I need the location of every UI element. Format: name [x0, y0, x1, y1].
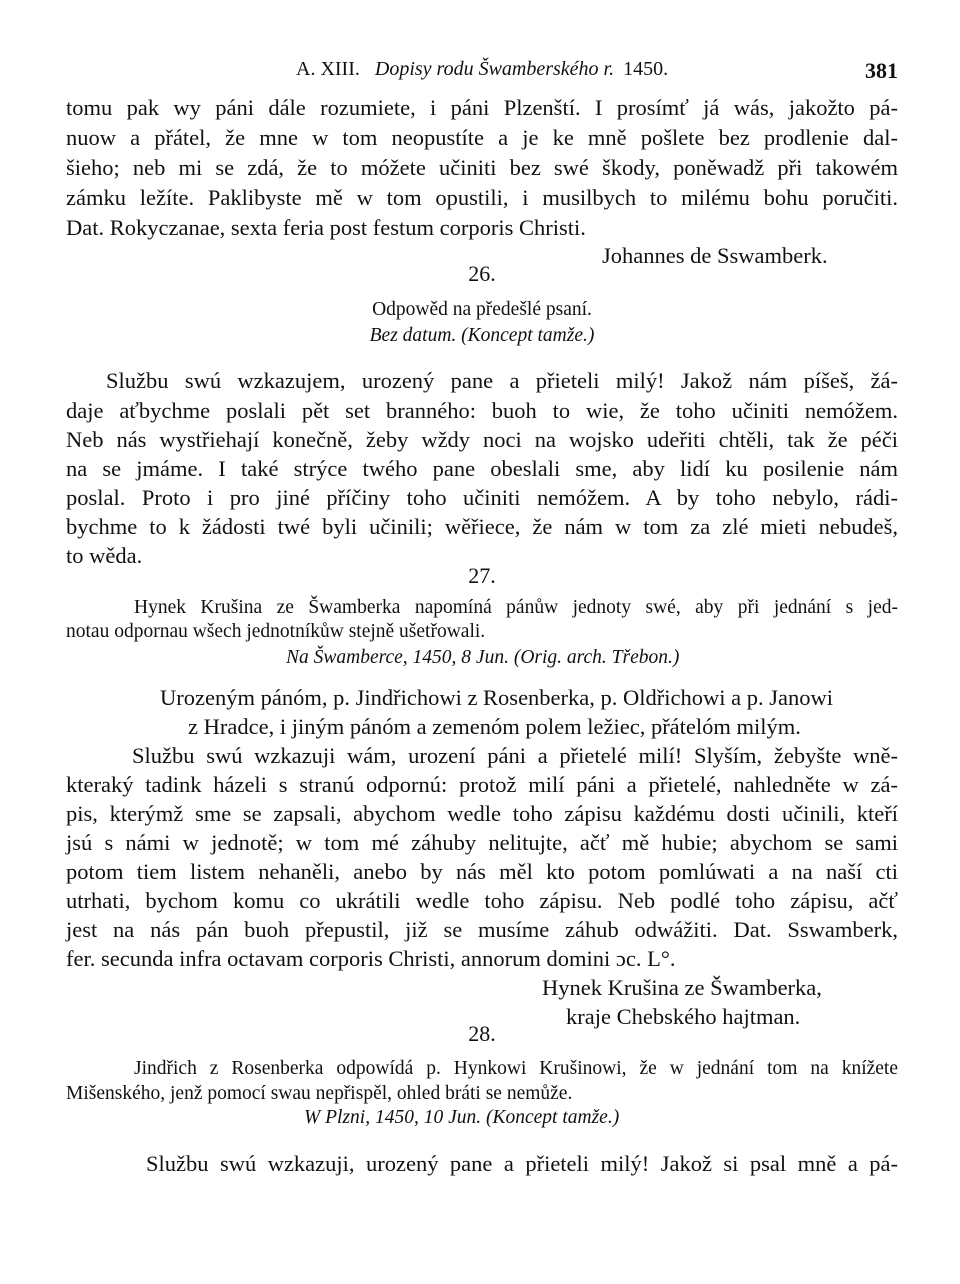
running-head-section: A. XIII.	[296, 58, 360, 80]
doc27-line-4: jsú s námi w jednotě; w tom mé záhuby nelitujte, ačť mě hubie; abychom se sami	[66, 830, 898, 855]
doc27-summary-line-1: Hynek Krušina ze Šwamberka napomíná pánůw jednoty swé, aby při jednání s jed-	[134, 597, 898, 618]
doc26-line-4: na se jmáme. I také strýce twého pane obeslali sme, aby lidí ku posilenie nám	[66, 456, 898, 481]
doc26-line-1: Službu swú wzkazujem, urozený pane a přieteli milý! Jakož nám píšeš, žá-	[106, 368, 898, 393]
letter25-line-2: nuow a přátel, že mne w tom neopustíte a je ke mně pošlete bez prodlenie dal-	[66, 125, 898, 150]
doc27-line-6: utrhati, bychom komu co ukrátili wedle toho zápisu. Neb podlé toho zápisu, ačť	[66, 888, 898, 913]
doc27-line-2: kteraký tadink házeli s stranú odpornú: protož milí páni a přietelé, nahledněte w zá-	[66, 772, 898, 797]
doc27-signature-line-2: kraje Chebského hajtman.	[566, 1004, 801, 1029]
doc27-summary-line-2: notau odpornau wšech jednotníkůw stejně ušetřowali.	[66, 621, 486, 642]
letter25-signature: Johannes de Sswamberk.	[602, 243, 828, 268]
doc26-line-2: daje aťbychme poslali pět set branného: buoh to wie, že toho učiniti nemóžem.	[66, 398, 898, 423]
doc26-title: Odpowěd na předešlé psaní.	[372, 299, 592, 320]
doc28-number: 28.	[468, 1021, 496, 1046]
doc27-line-7: jest na nás pán buoh přepustil, již se musíme záhub odwážiti. Dat. Sswamberk,	[66, 917, 898, 942]
doc26-source: Bez datum. (Koncept tamže.)	[369, 325, 595, 346]
doc26-line-7: to wěda.	[66, 543, 143, 568]
book-page	[66, 0, 898, 1284]
running-head-year: 1450.	[623, 58, 669, 80]
doc27-line-1: Službu swú wzkazuji wám, urození páni a přietelé milí! Slyším, žebyšte wně-	[132, 743, 898, 768]
doc27-line-3: pis, kterýmž sme se zapsali, abychom wedle toho zápisu každému dosti učinili, kteří	[66, 801, 898, 826]
doc27-signature-line-1: Hynek Krušina ze Šwamberka,	[542, 975, 822, 1000]
doc27-line-5: potom tiem listem nehaněli, anebo by nás měl kto potom pomlúwati a na naší cti	[66, 859, 898, 884]
running-head-title: Dopisy rodu Šwamberského r.	[374, 58, 615, 80]
doc26-line-5: poslal. Proto i pro jiné příčiny toho učiniti nemóžem. A by toho nebylo, rádi-	[66, 485, 898, 510]
running-head	[296, 58, 668, 81]
doc26-number: 26.	[468, 261, 496, 286]
doc27-number: 27.	[468, 563, 496, 588]
letter25-line-4: zámku ležíte. Paklibyste mě w tom opustili, i musilbych to milému bohu poručiti.	[66, 185, 898, 210]
doc27-line-8: fer. secunda infra octavam corporis Christi, annorum domini ɔc. L°.	[66, 946, 676, 971]
letter25-line-1: tomu pak wy páni dále rozumiete, i páni Plzenští. I prosímť já wás, jakožto pá-	[66, 95, 898, 120]
doc26-line-3: Neb nás wystřiehají konečně, žeby wždy noci na wojsko udeřiti chtěli, tak že péči	[66, 427, 898, 452]
letter25-line-3: šieho; neb mi se zdá, že to móžete učiniti bez swé škody, poněwadž při takowém	[66, 155, 898, 180]
doc27-address-line-2: z Hradce, i jiným pánóm a zemenóm polem ležiec, přátelóm milým.	[188, 714, 801, 739]
doc27-source: Na Šwamberce, 1450, 8 Jun. (Orig. arch. Třebon.)	[286, 647, 680, 668]
doc28-line-1: Službu swú wzkazuji, urozený pane a přieteli milý! Jakož si psal mně a pá-	[146, 1151, 898, 1176]
doc28-summary-line-2: Mišenského, jenž pomocí swau nepřispěl, ohled bráti se nemůže.	[66, 1083, 573, 1104]
doc28-source: W Plzni, 1450, 10 Jun. (Koncept tamže.)	[304, 1107, 620, 1128]
letter25-line-5: Dat. Rokyczanae, sexta feria post festum corporis Christi.	[66, 215, 586, 240]
doc26-line-6: bychme to k žádosti twé byli učinili; wěřiece, že nám w tom za zlé mieti nebudeš,	[66, 514, 898, 539]
doc27-address-line-1: Urozeným pánóm, p. Jindřichowi z Rosenberka, p. Oldřichowi a p. Janowi	[160, 685, 833, 710]
page-number: 381	[865, 58, 898, 83]
doc28-summary-line-1: Jindřich z Rosenberka odpowídá p. Hynkowi Krušinowi, že w jednání tom na knížete	[134, 1058, 898, 1079]
